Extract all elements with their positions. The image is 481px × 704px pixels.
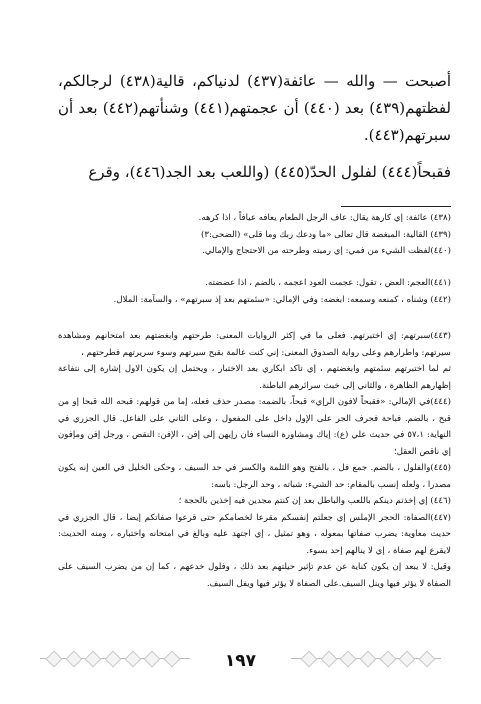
page-number: ١٩٧ bbox=[224, 651, 257, 671]
footnote: (٤٤١)العجم: العض ، تقول: عجمت العود اعجمه ، بالضم ، اذا عضضته. bbox=[205, 278, 451, 288]
footnote: (٤٤٤)في الإمالي: «فقبحاً لافون الرإي» قبحاً، بالضمه: مصدر حذف فعله، إما من قولهم: قبحه الله قبحا إو من قبح ، بالضم. فباحة فحرف الجر على الإول داخل على المفعول ، وعلى الثاني على الفاعل. قال الجزري في النهاية: ٥٧،١ في حديث علي (ع): إياك ومشاورة النساء فان رإيهن إلى إفن ، الإفن: النقص ، ورجل إفن ومإفون إي ناقص العقل؛ bbox=[58, 397, 451, 457]
footnote: ثم لما اختبرتهم سئمتهم وابغضتهم ، إي تاكد ابكاري بعد الاختبار ، ويحتمل إن يكون الاول إشارة إلى نتفاعة إظهارهم الظاهرة ، والثاني إلى خبث سرائرهم الباطنة. bbox=[58, 364, 451, 391]
main-paragraph-2: فقبحاً(٤٤٤) لفلول الحدّ(٤٤٥) (واللعب بعد الجد(٤٤٦)، وقرع bbox=[88, 163, 451, 181]
footnote: (٤٤٥)والفلول ، بالضم. جمع فل ، بالفتح وهو الثلمة والكسر في حد السيف ، وحكى الخليل في العين إنه يكون مصدرا ، ولعله إنسب بالمقام: حد الشيء: شباته ، وحد الرجل: باسه: bbox=[58, 463, 451, 490]
main-paragraph-1: أصبحت — والله — عائفة(٤٣٧) لدنياكم، قالية(٤٣٨) لرجالكم، لفظتهم(٤٣٩) بعد (٤٤٠) أن عجمتهم(٤٤١) وشنأتهم(٤٤٢) بعد أن سبرتهم(٤٤٣). bbox=[58, 72, 452, 144]
footnote: (٤٤٦) إي إخذتم دينكم باللعب والباطل بعد إن كنتم مجدين فيه إخذين بالحجة ؛ bbox=[178, 496, 451, 506]
footnote: (٤٤٧)الصفاة: الحجر الإملس إي جعلتم إنفسكم مقرعا لخصامكم حتى قرعوا صفاتكم إيضا ، قال الجزري في حديث معاوية: يضرب صفاتها بمعوله ، وهو تمثيل ، إي اجتهد عليه وبالغ في امتحانه واختباره ، ومنه الحديث: لايقرع لهم صفاة ، إي لا ينالهم إحد بسوء. bbox=[58, 512, 451, 556]
main-text bbox=[58, 68, 451, 186]
footnote-group-1 bbox=[58, 210, 451, 260]
footnote: (٤٣٩) القالية: المبغضة قال تعالى «ما ودعك ربك وما قلى» (الضحى:٣) bbox=[200, 229, 451, 240]
footnote: (٤٣٨) عائفة: إي كارهة يقال: عاف الرجل الطعام يعافه عيافاً ، اذا كرهه. bbox=[198, 213, 451, 223]
footnote: (٤٤٣)سبرتهم: إي اختبرتهم. فعلى ما في إكثر الروايات المعنى: طرحتهم وابغضتهم بعد امتحانهم ومشاهدة سيرتهم: واطرارهم وعلى رواية الصدوق المعنى: إني كنت عالمة بقبح سيرتهم وسوء سريرتهم فطرحتهم ، bbox=[58, 331, 451, 358]
footnote: (٤٤٠)لفظت الشيء من فمي: إي رميته وطرحته من الاحتجاج والإمالي. bbox=[202, 246, 451, 256]
footnote-separator bbox=[341, 206, 451, 207]
footnote: وقيل: لا يبعد إن يكون كناية عن عدم تإثير حيلتهم بعد ذلك ، وفلول خدعهم ، كما إن من يضرب السيف على الصفاة لا يؤثر فيها وينل السيف.على الصفاة لا يؤثر فيها ويفل السيف. bbox=[58, 562, 451, 589]
footnote-group-3 bbox=[58, 328, 451, 592]
footnote: (٤٤٢) وشناه ، كمنعه وسمعه: ابغضه: وفي الإمالي: «سئمتهم بعد إذ سبرتهم» ، والسآمة: الملال. bbox=[113, 294, 451, 305]
footnote-group-2 bbox=[58, 275, 451, 308]
